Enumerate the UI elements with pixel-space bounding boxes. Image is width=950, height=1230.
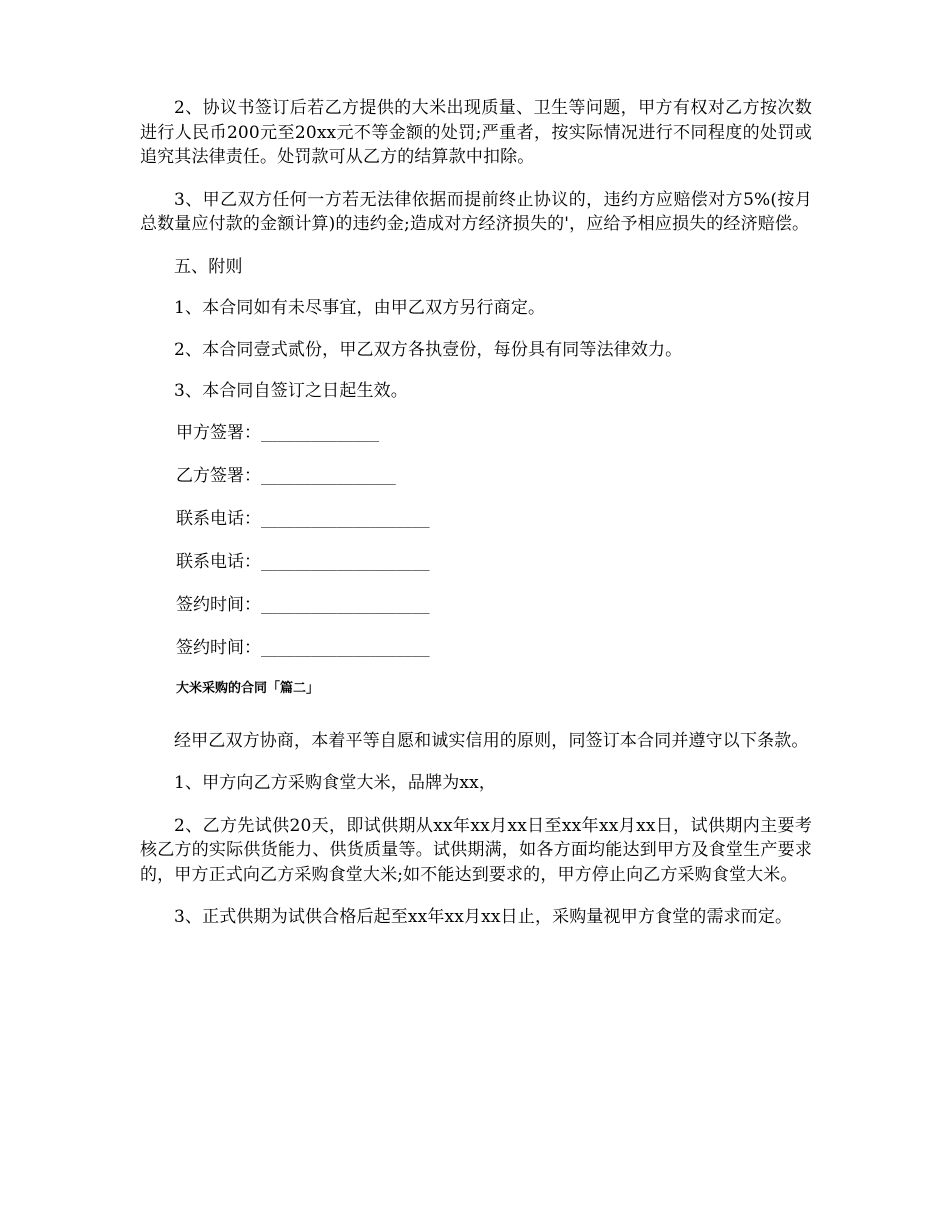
document-body [140, 96, 812, 948]
contact-phone-line [140, 550, 812, 575]
clause-paragraph: 1、甲方向乙方采购食堂大米，品牌为xx， [174, 773, 496, 793]
clause-paragraph: 经甲乙双方协商，本着平等自愿和诚实信用的原则，同签订本合同并遵守以下条款。 [174, 730, 809, 751]
signature-label: 联系电话： [176, 508, 261, 529]
signature-label: 甲方签署： [176, 422, 261, 443]
signature-blank: ________________ [261, 468, 396, 485]
section-heading: 大米采购的合同「篇二」 [176, 680, 320, 696]
signing-date-line [140, 636, 812, 661]
contact-phone-line [140, 507, 812, 532]
signature-blank: ____________________ [261, 511, 430, 528]
clause-paragraph: 3、正式供期为试供合格后起至xx年xx月xx日止，采购量视甲方食堂的需求而定。 [174, 907, 793, 927]
signature-label: 签约时间： [176, 637, 261, 658]
signature-blank: ____________________ [261, 554, 430, 571]
clause-paragraph: 3、甲乙双方任何一方若无法律依据而提前终止协议的，违约方应赔偿对方5%(按月总数量应付款的金额计算)的违约金;造成对方经济损失的'，应给予相应损失的经济赔偿。 [140, 189, 812, 234]
clause-paragraph: 2、本合同壹式贰份，甲乙双方各执壹份，每份具有同等法律效力。 [174, 339, 683, 360]
clause-paragraph: 1、本合同如有未尽事宜，由甲乙双方另行商定。 [174, 298, 546, 318]
signing-date-line [140, 593, 812, 618]
signature-blank: ____________________ [261, 597, 430, 614]
signature-label: 签约时间： [176, 594, 261, 615]
signature-line-party-b [140, 464, 812, 489]
clause-paragraph: 3、本合同自签订之日起生效。 [174, 381, 408, 401]
signature-blank: ____________________ [261, 640, 430, 657]
signature-label: 联系电话： [176, 551, 261, 572]
clause-paragraph: 2、乙方先试供20天，即试供期从xx年xx月xx日至xx年xx月xx日，试供期内主要考核乙方的实际供货能力、供货质量等。试供期满，如各方面均能达到甲方及食堂生产要求的，甲方正式向乙方采购食堂大米;如不能达到要求的，甲方停止向乙方采购食堂大米。 [140, 815, 812, 885]
clause-paragraph: 2、协议书签订后若乙方提供的大米出现质量、卫生等问题，甲方有权对乙方按次数进行人民币200元至20xx元不等金额的处罚;严重者，按实际情况进行不同程度的处罚或追究其法律责任。处罚款可从乙方的结算款中扣除。 [140, 98, 812, 167]
section-title-appendix: 五、附则 [174, 256, 243, 277]
signature-line-party-a [140, 421, 812, 446]
signature-label: 乙方签署： [176, 465, 261, 486]
signature-blank: ______________ [261, 425, 380, 442]
